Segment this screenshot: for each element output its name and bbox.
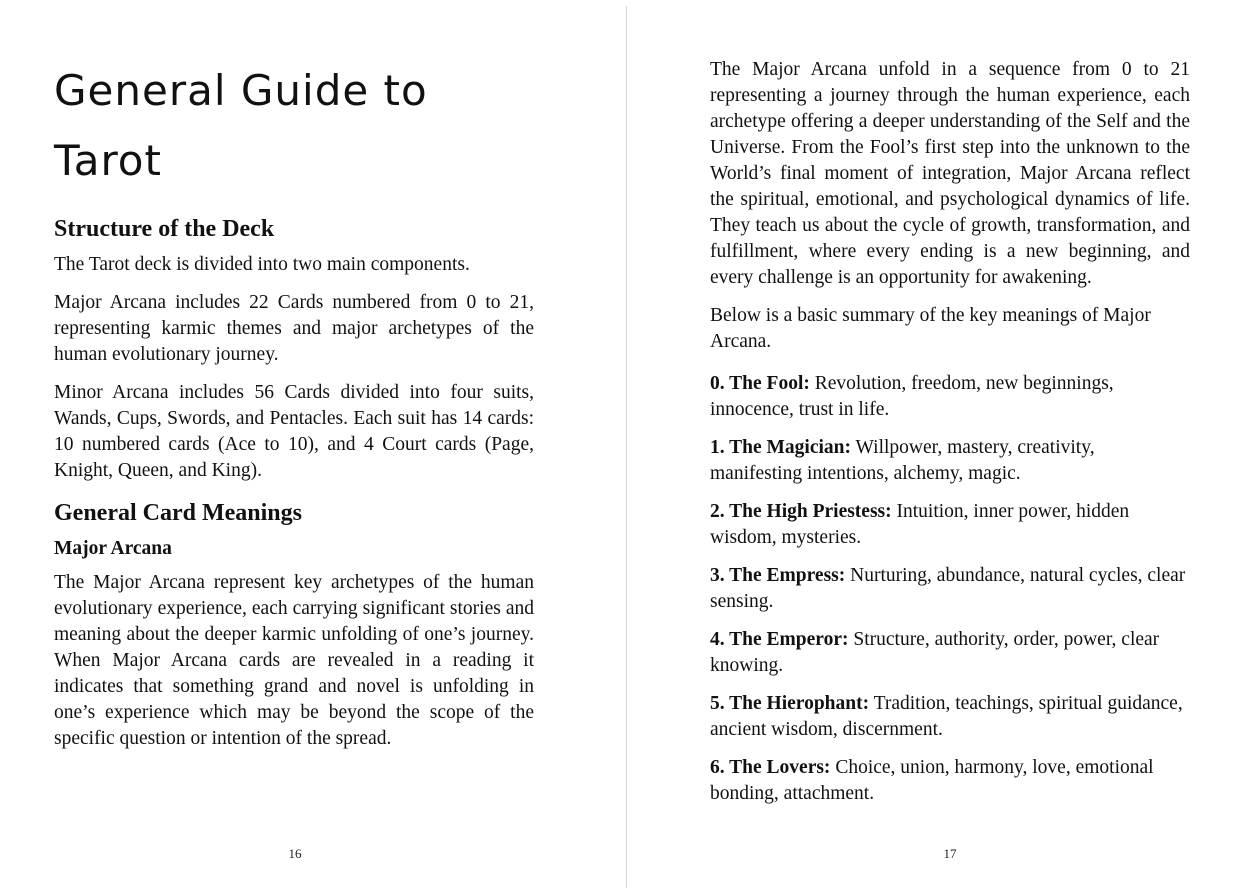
major-arcana-subheading: Major Arcana (54, 538, 172, 559)
right-page (628, 0, 1254, 888)
card-title: 1. The Magician: (710, 437, 852, 458)
major-arcana-meanings: The Major Arcana represent key archetypes of the human evolutionary experience, each carrying significant stories and meaning about the deeper karmic unfolding of one’s journey. When Major Arcana cards are revealed in a reading it indicates that something grand and novel is unfolding in one’s experience which may be beyond the scope of the specific question or intention of the spread. (54, 572, 534, 749)
card-entry (710, 371, 1190, 423)
structure-intro: The Tarot deck is divided into two main components. (54, 254, 470, 275)
card-meaning: Revolution, freedom, new beginnings, innocence, trust in life. (710, 373, 1114, 420)
card-entry (710, 499, 1190, 551)
structure-heading: Structure of the Deck (54, 216, 275, 242)
card-meaning: Structure, authority, order, power, clear knowing. (710, 629, 1160, 676)
page-title (54, 56, 534, 196)
card-meaning: Intuition, inner power, hidden wisdom, mysteries. (710, 501, 1130, 548)
card-entry (710, 627, 1190, 679)
major-arcana-description: Major Arcana includes 22 Cards numbered from 0 to 21, representing karmic themes and major archetypes of the human evolutionary journey. (54, 292, 534, 365)
card-entry (710, 435, 1190, 487)
card-title: 3. The Empress: (710, 565, 846, 586)
card-title: 2. The High Priestess: (710, 501, 892, 522)
minor-arcana-description: Minor Arcana includes 56 Cards divided into four suits, Wands, Cups, Swords, and Pentacles. Each suit has 14 cards: 10 numbered cards (Ace to 10), and 4 Court cards (Page, Knight, Queen, and King). (54, 382, 534, 481)
card-meaning: Tradition, teachings, spiritual guidance, ancient wisdom, discernment. (710, 693, 1183, 740)
card-entry (710, 691, 1190, 743)
summary-intro: Below is a basic summary of the key meanings of Major Arcana. (710, 305, 1151, 352)
card-entry (710, 755, 1190, 807)
card-meaning: Willpower, mastery, creativity, manifesting intentions, alchemy, magic. (710, 437, 1095, 484)
card-title: 4. The Emperor: (710, 629, 849, 650)
card-title: 6. The Lovers: (710, 757, 831, 778)
left-page (0, 0, 626, 888)
left-text-column (54, 56, 534, 764)
card-entry (710, 563, 1190, 615)
right-text-column (710, 57, 1190, 819)
card-title: 0. The Fool: (710, 373, 810, 394)
major-arcana-intro: The Major Arcana unfold in a sequence from 0 to 21 representing a journey through the human experience, each archetype offering a deeper understanding of the Self and the Universe. From the Fool’s first step into the unknown to the World’s final moment of integration, Major Arcana reflect the spiritual, emotional, and psychological dynamics of life. They teach us about the cycle of growth, transformation, and fulfillment, where every ending is a new beginning, and every challenge is an opportunity for awakening. (710, 59, 1190, 288)
title-line-1: General Guide to (54, 66, 428, 115)
page-number-right: 17 (943, 846, 957, 861)
card-meaning: Choice, union, harmony, love, emotional bonding, attachment. (710, 757, 1154, 804)
page-number-left: 16 (288, 846, 302, 861)
card-meanings-heading: General Card Meanings (54, 500, 302, 526)
card-title: 5. The Hierophant: (710, 693, 870, 714)
card-meaning: Nurturing, abundance, natural cycles, clear sensing. (710, 565, 1186, 612)
title-line-2: Tarot (54, 136, 162, 185)
page-gutter-divider (626, 6, 627, 888)
